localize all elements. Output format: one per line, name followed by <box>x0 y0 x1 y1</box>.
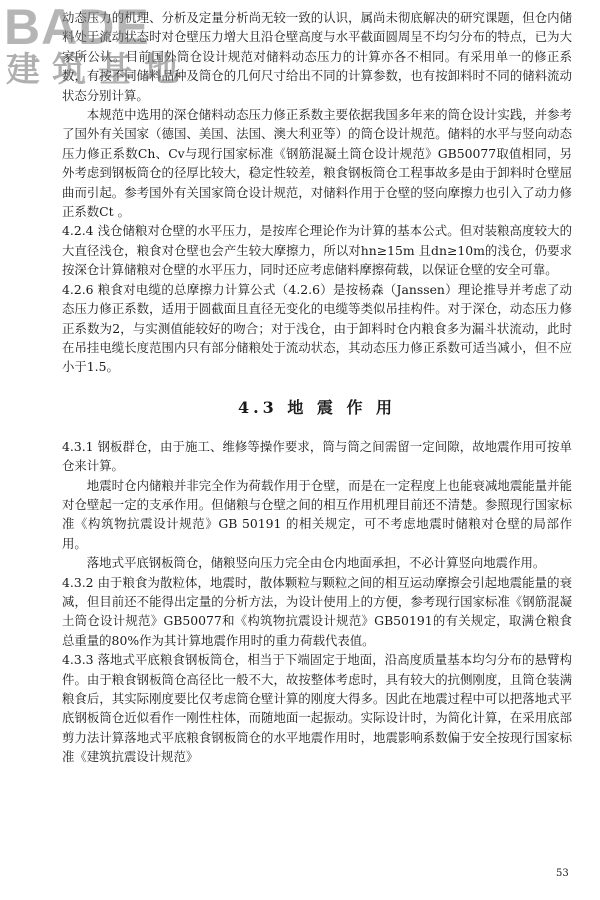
body-paragraph: 落地式平底钢板筒仓，储粮竖向压力完全由仓内地面承担，不必计算竖向地震作用。 <box>86 555 546 571</box>
clause-4-3-3: 4.3.3 落地式平底粮食钢板筒仓，相当于下端固定于地面，沿高度质量基本均匀分布的悬臂构件。由于粮食钢板筒仓高径比一般不大，故按整体考虑时，具有较大的抗侧刚度，且筒仓装满粮食后，其实际刚度要比仅考虑筒仓壁计算的刚度大得多。因此在地震过程中可以把落地式平底钢板筒仓近似看作一刚性柱体，而随地面一起振动。实际设计时，为简化计算，在采用底部剪力法计算落地式平底粮食钢板筒仓的水平地震作用时，地震影响系数偏于安全按现行国家标准《建筑抗震设计规范》 <box>62 652 572 765</box>
section-title: 4.3 地 震 作 用 <box>237 397 397 417</box>
body-paragraph: 本规范中选用的深仓储料动态压力修正系数主要依据我国多年来的筒仓设计实践，并参考了国外有关国家（德国、美国、法国、澳大利亚等）的筒仓设计规范。储料的水平与竖向动态压力修正系数Ch、Cv与现行国家标准《钢筋混凝土筒仓设计规范》GB50077取值相同，另外考虑到钢板筒仓的径厚比较大，稳定性较差，粮食钢板筒仓工程事故多是由于卸料时仓壁屈曲而引起。参考国外有关国家筒仓设计规范，对储料作用于仓壁的竖向摩擦力也引入了动力修正系数Ct 。 <box>62 107 572 220</box>
body-paragraph: 动态压力的机理、分析及定量分析尚无较一致的认识，属尚未彻底解决的研究课题，但仓内储料处于流动状态时对仓壁压力增大且沿仓壁高度与水平截面圆周呈不均匀分布的特点，已为大家所公认。目前国外筒仓设计规范对储料动态压力的计算亦各不相同。有采用单一的修正系数，有按不同储料品种及筒仓的几何尺寸给出不同的计算参数，也有按卸料时不同的储料流动状态分别计算。 <box>62 10 572 103</box>
clause-4-3-1: 4.3.1 钢板群仓，由于施工、维修等操作要求，筒与筒之间需留一定间隙，故地震作用可按单仓来计算。 <box>62 438 572 474</box>
page-number: 53 <box>556 868 569 879</box>
clause-4-2-4: 4.2.4 浅仓储粮对仓壁的水平压力，是按库仑理论作为计算的基本公式。但对装粮高度较大的大直径浅仓，粮食对仓壁也会产生较大摩擦力，所以对hn≥15m 且dn≥10m的浅仓，仍要求按深仓计算储粮对仓壁的水平压力，同时还应考虑储料摩擦荷载，以保证仓壁的安全可靠。 <box>62 223 572 278</box>
watermark-latin-text: BADE <box>4 0 150 55</box>
watermark-cjk-text: 建筑基地 <box>6 50 190 90</box>
body-paragraph: 地震时仓内储粮并非完全作为荷载作用于仓壁，而是在一定程度上也能衰减地震能量并能对仓壁起一定的支承作用。但储粮与仓壁之间的相互作用机理目前还不清楚。参照现行国家标准《构筑物抗震设计规范》GB 50191 的相关规定，可不考虑地震时储粮对仓壁的局部作用。 <box>62 477 572 551</box>
clause-4-2-6: 4.2.6 粮食对电缆的总摩擦力计算公式（4.2.6）是按杨森（Janssen）理论推导并考虑了动态压力修正系数，适用于圆截面且直径无变化的电缆等类似吊挂构件。对于深仓，动态压力修正系数为2，与实测值能较好的吻合；对于浅仓，由于卸料时仓内粮食多为漏斗状流动，此时在吊挂电缆长度范围内只有部分储粮处于流动状态，其动态压力修正系数可适当减小，但不应小于1.5。 <box>62 281 572 375</box>
clause-4-3-2: 4.3.2 由于粮食为散粒体，地震时，散体颗粒与颗粒之间的相互运动摩擦会引起地震能量的衰减，但目前还不能得出定量的分析方法，为设计使用上的方便，参考现行国家标准《钢筋混凝土筒仓设计规范》GB50077和《构筑物抗震设计规范》GB50191的有关规定，取满仓粮食总重量的80%作为其计算地震作用时的重力荷载代表值。 <box>62 574 572 648</box>
page-body <box>62 8 572 767</box>
